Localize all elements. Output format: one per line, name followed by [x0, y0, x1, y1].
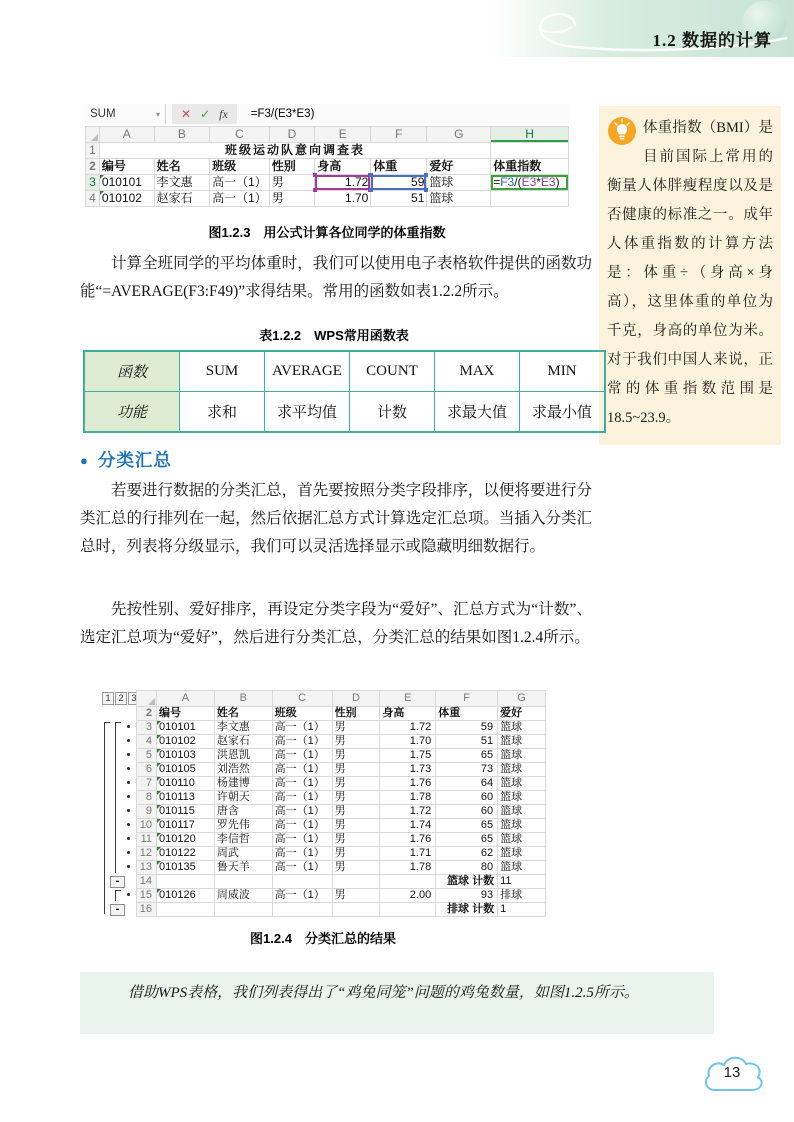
- cell-e3-selected: 1.72: [315, 175, 371, 191]
- cell: 李文惠: [214, 721, 272, 735]
- stored-as-text-icon: [100, 175, 104, 179]
- cell: [272, 875, 332, 889]
- cell-d2: 性别: [269, 159, 314, 175]
- column-header-row: [137, 691, 546, 707]
- cell-a3: 010101: [99, 175, 154, 191]
- outline-pane: [100, 690, 137, 916]
- outline-detail-dot: [127, 837, 130, 840]
- cell: 李信哲: [214, 833, 272, 847]
- stored-as-text-icon: [157, 735, 161, 739]
- cell: 篮球: [498, 735, 546, 749]
- cell: 高一（1）: [272, 861, 332, 875]
- col-header-g: G: [427, 127, 491, 143]
- outline-collapse-button: -: [110, 876, 125, 888]
- col-header-c: C: [210, 127, 270, 143]
- fig124-caption: 图1.2.4 分类汇总的结果: [250, 931, 396, 946]
- formula-bar-text: =F3/(E3*E3): [250, 108, 315, 120]
- cell: 010113: [156, 791, 214, 805]
- cell: 010102: [156, 735, 214, 749]
- confirm-icon: ✓: [200, 107, 211, 121]
- outline-detail-dot: [127, 823, 130, 826]
- cell: 1.76: [380, 777, 436, 791]
- col-header-h: H: [491, 127, 569, 143]
- row-header: 7: [137, 777, 157, 791]
- cell: [156, 875, 214, 889]
- cell: 60: [436, 805, 498, 819]
- cell: 男: [332, 791, 380, 805]
- cell: 010101: [156, 721, 214, 735]
- cell: 篮球: [498, 721, 546, 735]
- cell: 010120: [156, 833, 214, 847]
- cell: 排球: [498, 889, 546, 903]
- stored-as-text-icon: [157, 833, 161, 837]
- cell: 60: [436, 791, 498, 805]
- cell: 男: [332, 721, 380, 735]
- fig124-row-9: [137, 805, 546, 819]
- col-header-d: D: [269, 127, 314, 143]
- fig124-row-4: [137, 735, 546, 749]
- header-cell: 班级: [272, 707, 332, 721]
- outline-detail-dot: [127, 767, 130, 770]
- outline-detail-dot: [127, 725, 130, 728]
- cell: [214, 875, 272, 889]
- fig124-row-16: [137, 903, 546, 917]
- row-header: 10: [137, 819, 157, 833]
- outline-group-line-2: [115, 722, 121, 873]
- cell: [272, 903, 332, 917]
- row-header-2: 2: [86, 159, 100, 175]
- cell-h1: [491, 143, 569, 159]
- fig124-spreadsheet: [100, 690, 546, 916]
- row-header: 3: [137, 721, 157, 735]
- stored-as-text-icon: [157, 749, 161, 753]
- cell: 高一（1）: [272, 721, 332, 735]
- stored-as-text-icon: [157, 861, 161, 865]
- cell: 高一（1）: [272, 833, 332, 847]
- cell: 59: [436, 721, 498, 735]
- name-box-value: SUM: [90, 108, 116, 120]
- cell-d4: 男: [269, 191, 314, 207]
- cell: 010117: [156, 819, 214, 833]
- cell: 男: [332, 847, 380, 861]
- col-header-b: B: [214, 691, 272, 707]
- cell: 1.72: [380, 721, 436, 735]
- select-all-corner: [86, 127, 100, 143]
- stored-as-text-icon: [157, 805, 161, 809]
- chapter-banner: [489, 0, 794, 57]
- corner-triangle-icon: [91, 134, 98, 141]
- cell: 65: [436, 833, 498, 847]
- cell: 高一（1）: [272, 889, 332, 903]
- cell: 篮球: [498, 819, 546, 833]
- fig124-row-5: [137, 749, 546, 763]
- cell: 65: [436, 749, 498, 763]
- paragraph-subtotal-1: 若要进行数据的分类汇总，首先要按照分类字段排序，以便将要进行分类汇总的行排列在一起，然后依据汇总方式计算选定汇总项。当插入分类汇总时，列表将分级显示，我们可以灵活选择显示或隐藏明细数据行。: [80, 482, 592, 555]
- outline-level-1-button: 1: [102, 692, 114, 705]
- cell-f4: 51: [371, 191, 427, 207]
- cell-e4: 1.70: [315, 191, 371, 207]
- outline-detail-dot: [127, 851, 130, 854]
- fig124-row-14: [137, 875, 546, 889]
- cell: 男: [332, 749, 380, 763]
- cell: 010110: [156, 777, 214, 791]
- cell: 2.00: [380, 889, 436, 903]
- sidebar-note: [599, 106, 781, 445]
- cell: 高一（1）: [272, 735, 332, 749]
- col-header-a: A: [99, 127, 154, 143]
- cell-c4: 高一（1）: [210, 191, 270, 207]
- cell: 男: [332, 735, 380, 749]
- cell: 1.74: [380, 819, 436, 833]
- row-header-4: 4: [86, 191, 100, 207]
- cell: 求和: [180, 392, 265, 433]
- row-2: [86, 159, 569, 175]
- cell: 鲁天羊: [214, 861, 272, 875]
- table122-caption: 表1.2.2 WPS常用函数表: [259, 328, 409, 343]
- cell: 篮球: [498, 833, 546, 847]
- cell: 男: [332, 819, 380, 833]
- col-header-b: B: [154, 127, 210, 143]
- cell: 周威波: [214, 889, 272, 903]
- row-header: 4: [137, 735, 157, 749]
- fx-icon: fx: [219, 106, 228, 121]
- cell: 篮球: [498, 847, 546, 861]
- section-heading-text: 分类汇总: [97, 450, 172, 470]
- page-number-cloud: [700, 1052, 764, 1100]
- callout-text: 借助WPS表格，我们列表得出了“鸡兔同笼”问题的鸡兔数量，如图1.2.5所示。: [128, 985, 639, 1001]
- cell: 篮球: [498, 777, 546, 791]
- cell: 杨建博: [214, 777, 272, 791]
- col-header-e: E: [380, 691, 436, 707]
- cell: 1.71: [380, 847, 436, 861]
- cell: 赵家石: [214, 735, 272, 749]
- cell: 高一（1）: [272, 805, 332, 819]
- cell: 高一（1）: [272, 791, 332, 805]
- stored-as-text-icon: [157, 721, 161, 725]
- row-header-1: 1: [86, 143, 100, 159]
- bullet-icon: ●: [80, 453, 89, 468]
- cell-c2: 班级: [210, 159, 270, 175]
- cell: AVERAGE: [265, 351, 350, 392]
- cell: 1.73: [380, 763, 436, 777]
- fig123-grid: [85, 126, 569, 207]
- cell-h4: [491, 191, 569, 207]
- cell: [156, 903, 214, 917]
- row-header: 15: [137, 889, 157, 903]
- cell: 篮球: [498, 805, 546, 819]
- fig124-row-12: [137, 847, 546, 861]
- header-cell: 身高: [380, 707, 436, 721]
- lightbulb-icon: [607, 116, 637, 157]
- cell: 1.78: [380, 791, 436, 805]
- cell: 010122: [156, 847, 214, 861]
- row-4: [86, 191, 569, 207]
- cancel-icon: ✕: [181, 107, 192, 121]
- cell: 男: [332, 833, 380, 847]
- fig124-grid: [136, 690, 546, 917]
- cell: 80: [436, 861, 498, 875]
- cell: 010135: [156, 861, 214, 875]
- fig124-field-header-row: [137, 707, 546, 721]
- column-header-row: [86, 127, 569, 143]
- fig124-row-11: [137, 833, 546, 847]
- cell-g3: 篮球: [427, 175, 491, 191]
- cell: 篮球: [498, 861, 546, 875]
- cell: 64: [436, 777, 498, 791]
- cell-b2: 姓名: [154, 159, 210, 175]
- formula-bar: [85, 104, 569, 124]
- cell: 高一（1）: [272, 847, 332, 861]
- header-cell: 姓名: [214, 707, 272, 721]
- cell-e2: 身高: [315, 159, 371, 175]
- cell: 男: [332, 805, 380, 819]
- cell: 男: [332, 763, 380, 777]
- outline-detail-dot: [127, 893, 130, 896]
- name-box: [85, 104, 166, 124]
- cell-g2: 爱好: [427, 159, 491, 175]
- stored-as-text-icon: [157, 777, 161, 781]
- stored-as-text-icon: [157, 819, 161, 823]
- row-header: 2: [137, 707, 157, 721]
- row-header: 14: [137, 875, 157, 889]
- col-header-c: C: [272, 691, 332, 707]
- cell: [380, 875, 436, 889]
- stored-as-text-icon: [100, 191, 104, 195]
- cell: 篮球 计数: [436, 875, 498, 889]
- col-header-d: D: [332, 691, 380, 707]
- cell: 62: [436, 847, 498, 861]
- col-header-f: F: [371, 127, 427, 143]
- corner-triangle-icon: [148, 698, 155, 705]
- cell-a2: 编号: [99, 159, 154, 175]
- cell: SUM: [180, 351, 265, 392]
- cell: 高一（1）: [272, 763, 332, 777]
- cell: 男: [332, 861, 380, 875]
- cell: 1: [498, 903, 546, 917]
- cell-d3: 男: [269, 175, 314, 191]
- section-heading: [80, 447, 172, 472]
- row-header: 8: [137, 791, 157, 805]
- outline-collapse-button: -: [110, 904, 125, 916]
- fig123-spreadsheet: [85, 104, 569, 207]
- cell-f2: 体重: [371, 159, 427, 175]
- stored-as-text-icon: [157, 889, 161, 893]
- cell-a4: 010102: [99, 191, 154, 207]
- cell: 1.76: [380, 833, 436, 847]
- col-header-a: A: [156, 691, 214, 707]
- cell: 高一（1）: [272, 749, 332, 763]
- row-1: [86, 143, 569, 159]
- outline-detail-dot: [127, 753, 130, 756]
- fig124-row-6: [137, 763, 546, 777]
- select-all-corner: [137, 691, 157, 707]
- cell: MIN: [520, 351, 606, 392]
- header-cell: 体重: [436, 707, 498, 721]
- sidebar-note-text: 体重指数（BMI）是目前国际上常用的衡量人体胖瘦程度以及是否健康的标准之一。成年人体重指数的计算方法是：体重÷（身高×身高），这里体重的单位为千克，身高的单位为米。对于我们中国人来说，正常的体重指数范围是18.5~23.9。: [607, 120, 773, 426]
- cell: 1.75: [380, 749, 436, 763]
- col-header-g: G: [498, 691, 546, 707]
- outline-detail-dot: [127, 795, 130, 798]
- row-3: [86, 175, 569, 191]
- stored-as-text-icon: [157, 791, 161, 795]
- row-header: 12: [137, 847, 157, 861]
- header-cell: 编号: [156, 707, 214, 721]
- fig124-row-7: [137, 777, 546, 791]
- header-cell: 性别: [332, 707, 380, 721]
- fig124-row-13: [137, 861, 546, 875]
- cell: [214, 903, 272, 917]
- outline-detail-dot: [127, 865, 130, 868]
- outline-group-line-3: [115, 890, 121, 901]
- cell-h2: 体重指数: [491, 159, 569, 175]
- table-122: [83, 350, 606, 433]
- cell: 洪恩凯: [214, 749, 272, 763]
- row-header-3: 3: [86, 175, 100, 191]
- cell: [332, 875, 380, 889]
- chevron-down-icon: ▾: [155, 109, 160, 119]
- page-number: 13: [723, 1064, 741, 1081]
- cell: 高一（1）: [272, 777, 332, 791]
- cell: 高一（1）: [272, 819, 332, 833]
- cell: 唐含: [214, 805, 272, 819]
- cell: 篮球: [498, 763, 546, 777]
- cell-b3: 李文惠: [154, 175, 210, 191]
- cell: 罗先伟: [214, 819, 272, 833]
- cell: 周武: [214, 847, 272, 861]
- cell: 求最小值: [520, 392, 606, 433]
- cell: 男: [332, 889, 380, 903]
- fig124-row-3: [137, 721, 546, 735]
- stored-as-text-icon: [157, 763, 161, 767]
- outline-detail-dot: [127, 739, 130, 742]
- cell: 93: [436, 889, 498, 903]
- cell: 51: [436, 735, 498, 749]
- row-header: 16: [137, 903, 157, 917]
- cell: 73: [436, 763, 498, 777]
- cell: 篮球: [498, 749, 546, 763]
- outline-level-2-button: 2: [115, 692, 127, 705]
- cell-f3-selected: 59: [371, 175, 427, 191]
- cell-b4: 赵家石: [154, 191, 210, 207]
- table-row: [84, 351, 605, 392]
- col-header-e: E: [315, 127, 371, 143]
- fig123-caption: 图1.2.3 用公式计算各位同学的体重指数: [208, 225, 446, 240]
- cell: 求平均值: [265, 392, 350, 433]
- callout-box: [80, 972, 714, 1034]
- outline-detail-dot: [127, 781, 130, 784]
- cell: 1.78: [380, 861, 436, 875]
- row-header: 13: [137, 861, 157, 875]
- cell: 010115: [156, 805, 214, 819]
- cell: 许朝天: [214, 791, 272, 805]
- section-header-title: 1.2 数据的计算: [652, 31, 772, 50]
- cell: 排球 计数: [436, 903, 498, 917]
- outline-level-3-button: 3: [128, 692, 140, 705]
- col-header-f: F: [436, 691, 498, 707]
- row-header: 6: [137, 763, 157, 777]
- paragraph-average: 计算全班同学的平均体重时，我们可以使用电子表格软件提供的函数功能“=AVERAGE(F3:F49)”求得结果。常用的函数如表1.2.2所示。: [80, 255, 592, 300]
- row-label: 函数: [84, 351, 180, 392]
- table-row: [84, 392, 605, 433]
- fig124-row-15: [137, 889, 546, 903]
- cell: 篮球: [498, 791, 546, 805]
- row-header: 9: [137, 805, 157, 819]
- row-header: 11: [137, 833, 157, 847]
- sheet-title-cell: 班级运动队意向调查表: [99, 143, 490, 159]
- stored-as-text-icon: [157, 847, 161, 851]
- cell: 1.70: [380, 735, 436, 749]
- cell-h3-formula: =F3/(E3*E3): [491, 175, 569, 191]
- cell: 010103: [156, 749, 214, 763]
- fig124-row-10: [137, 819, 546, 833]
- cell: 010105: [156, 763, 214, 777]
- cell: 11: [498, 875, 546, 889]
- cell-g4: 篮球: [427, 191, 491, 207]
- cell: 求最大值: [435, 392, 520, 433]
- cell: [332, 903, 380, 917]
- cell: MAX: [435, 351, 520, 392]
- cell: 刘浩然: [214, 763, 272, 777]
- cell: 1.72: [380, 805, 436, 819]
- cell: [380, 903, 436, 917]
- cell-c3: 高一（1）: [210, 175, 270, 191]
- header-cell: 爱好: [498, 707, 546, 721]
- outline-detail-dot: [127, 809, 130, 812]
- cell: 男: [332, 777, 380, 791]
- formula-buttons: [172, 104, 237, 124]
- cell: 计数: [350, 392, 435, 433]
- cell: COUNT: [350, 351, 435, 392]
- cell: 65: [436, 819, 498, 833]
- row-label: 功能: [84, 392, 180, 433]
- fig124-row-8: [137, 791, 546, 805]
- cell: 010126: [156, 889, 214, 903]
- row-header: 5: [137, 749, 157, 763]
- paragraph-subtotal-2: 先按性别、爱好排序，再设定分类字段为“爱好”、汇总方式为“计数”、选定汇总项为“爱好”，然后进行分类汇总，分类汇总的结果如图1.2.4所示。: [80, 601, 592, 646]
